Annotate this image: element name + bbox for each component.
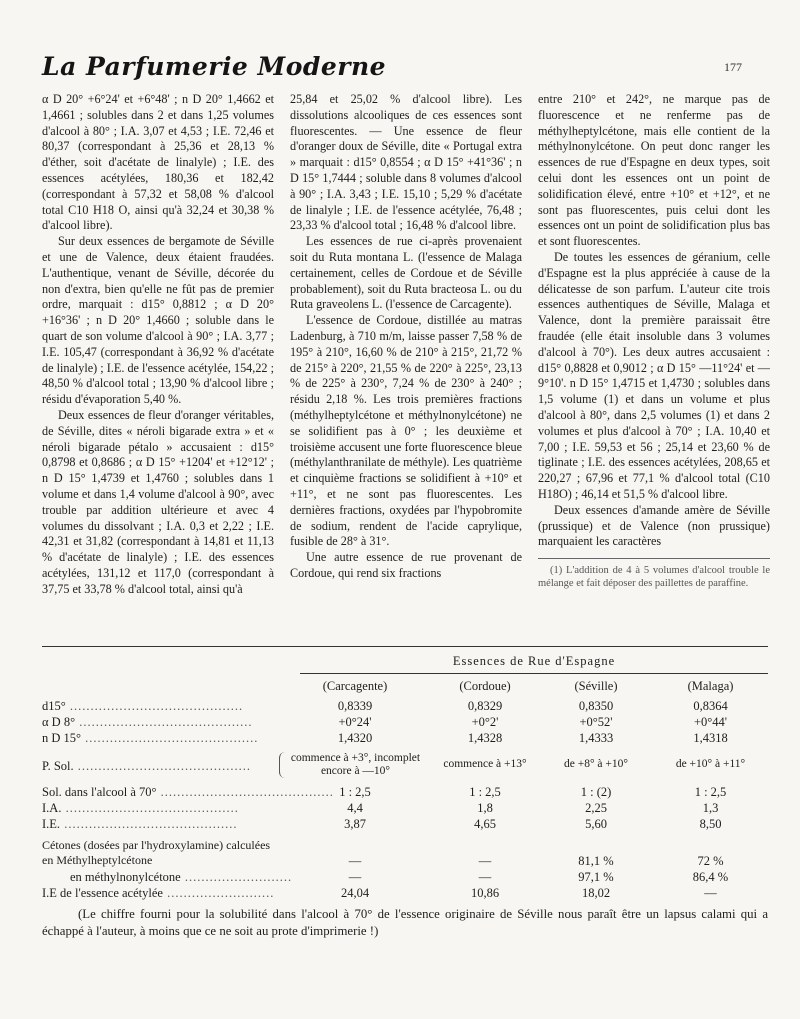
table-cell: 86,4 % (692, 870, 729, 884)
paragraph: Une autre essence de rue provenant de Cordoue, qui rend six fractions (290, 550, 522, 580)
table-row (42, 698, 768, 714)
paragraph: α D 20° +6°24' et +6°48' ; n D 20° 1,4662 et 1,4661 ; solubles dans 2 et dans 1,25 volumes d'alcool à 80° ; I.A. 3,07 et 4,53 ; I.E. 72,46 et 80,37 (correspondant à 25,36 et 28,13 % d'éther, soit d'acétate de linalyle) ; I.E. des essences acétylées, 180,36 et 182,42 (correspondant à 57,32 et 58,08 % d'alcool total C10 H18 O, ainsi qu'à 32,24 et 30,38 % d'alcool libre). (42, 92, 274, 233)
row-label: I.A. .......................................... (42, 801, 239, 815)
table-row (42, 730, 768, 746)
row-label: α D 8° .......................................... (42, 715, 253, 729)
table-cell: de +8° à +10° (563, 758, 628, 770)
page-header (42, 52, 742, 90)
table-cell: 1 : 2,5 (469, 785, 501, 799)
table-row (42, 800, 768, 816)
table-cell: +0°2' (471, 715, 499, 729)
paragraph: Les essences de rue ci-après provenaient soit du Ruta montana L. (l'essence de Malaga certainement, celles de Cordoue et de Séville probablement), soit du Ruta bracteosa L. ou du Ruta graveolens L. (l'essence de Carcagente). (290, 234, 522, 312)
table-cell: — (478, 854, 492, 868)
table-cell: — (478, 870, 492, 884)
table-cell: 1 : 2,5 (694, 785, 727, 799)
table-cell: 10,86 (470, 886, 500, 900)
column-header: (Cordoue) (459, 679, 511, 693)
row-label: en méthylnonylcétone .......................... (70, 870, 293, 884)
data-table (42, 678, 768, 901)
table-row (42, 784, 768, 800)
table-row (42, 816, 768, 832)
table-cell: commence à +3°, incomplet encore à —10° (279, 752, 431, 778)
table-cell: 1,3 (702, 801, 719, 815)
table-header-row (42, 678, 768, 694)
table-title: Essences de Rue d'Espagne (452, 654, 616, 668)
paragraph: L'essence de Cordoue, distillée au matras Ladenburg, à 710 m/m, laisse passer 7,58 % de 195° à 210°, 16,60 % de 210° à 215°, 21,72 % de 215° à 220°, 21,55 % de 220° à 225°, 23,13 % de 225° à 230°, 7,24 % de 230° à 240° ; résidu 2,18 %. Les trois premières fractions (méthylheptylcétone et méthylnonylcétone) ne se solidifient pas à 0° ; les deuxième et troisième accusent une forte fluorescence bleue (méthylanthranilate de méthyle). Les quatrième et cinquième fractions se solidifient à +10° et +11°, et ne sont pas fluorescentes. Les dernières fractions, oxydées par l'hypobromite de sodium, rendent de l'acide caprylique, fusible de 28° à 31°. (290, 313, 522, 549)
table-cell: 0,8329 (467, 699, 503, 713)
column-1 (42, 92, 274, 644)
column-2 (290, 92, 522, 644)
table-cell: 0,8339 (337, 699, 373, 713)
table-row (42, 752, 768, 778)
table-row (42, 885, 768, 901)
table-cell: commence à +13° (443, 758, 527, 770)
page-number: 177 (724, 60, 742, 74)
table-cell: 1,4328 (467, 731, 503, 745)
table-cell: — (348, 870, 362, 884)
table-cell: 0,8364 (693, 699, 728, 713)
table-cell: 0,8350 (578, 699, 614, 713)
paragraph: De toutes les essences de géranium, celle d'Espagne est la plus appréciée à cause de la délicatesse de son parfum. L'auteur cite trois essences authentiques de Séville, Malaga et Valence, dont la première paraissait être fraudée (elle était insoluble dans 3 volumes d'alcool à 70°). Les deux autres accusaient : d15° 0,8828 et 0,9012 ; α D 15° —11°24' et —9°10'. n D 15° 1,4715 et 1,4730 ; solubles dans 1,5 volume (1) et dans un volume et plus d'alcool à 80°, dans 2,5 volumes (1) et dans 2 volumes et plus d'alcool à 70° ; I.A. 10,40 et 7,00 ; I.E. 59,53 et 56 ; 25,14 et 23,60 % de tiglinate ; I.E. des essences acétylées, 208,65 et 220,27 ; 67,96 et 77,1 % d'alcool total (C10 H18O) ; 46,14 et 51,5 % d'alcool libre. (538, 249, 770, 501)
row-label: I.E. .......................................... (42, 817, 238, 831)
closing-note: (Le chiffre fourni pour la solubilité dans l'alcool à 70° de l'essence originaire de Séville nous paraît être un lapsus calami qui a échappé à l'auteur, à moins que ce ne soit au prote d'imprimerie !) (42, 907, 768, 938)
table-cell: 3,87 (344, 817, 366, 831)
row-label: I.E de l'essence acétylée .......................... (42, 886, 275, 900)
divider (300, 673, 768, 674)
table-cell: 1,4318 (693, 731, 728, 745)
table-row (42, 838, 768, 869)
table-cell: de +10° à +11° (675, 758, 746, 770)
row-label: Sol. dans l'alcool à 70° .......................................... (42, 785, 334, 799)
table-cell: 1 : (2) (580, 785, 612, 799)
column-header: (Carcagente) (322, 679, 388, 693)
table-cell: 8,50 (699, 817, 722, 831)
table-cell: 18,02 (581, 886, 611, 900)
column-header: (Malaga) (687, 679, 734, 693)
table-cell: 1,8 (477, 801, 493, 815)
table-row (42, 714, 768, 730)
row-label: Cétones (dosées par l'hydroxylamine) calculées en Méthylheptylcétone (42, 838, 271, 867)
paragraph: 25,84 et 25,02 % d'alcool libre). Les dissolutions alcooliques de ces essences sont fluorescentes. — Une essence de fleur d'oranger doux de Séville, dite « Portugal extra » marquait : d15° 0,8554 ; α D 15° +41°36' ; n D 15° 1,7444 ; soluble dans 8 volumes d'alcool à 90° ; I.A. 3,43 ; I.E. 15,10 ; 5,29 % d'acétate de linalyle ; I.E. de l'essence acétylée, 76,48 ; 23,33 % d'alcool total ; 16,48 % d'alcool libre. (290, 92, 522, 233)
table-row (42, 869, 768, 885)
paragraph: entre 210° et 242°, ne marque pas de fluorescence et ne renferme pas de méthylheptylcétone, mais elle contient de la méthylnonylcétone. On peut donc ranger les essences de rue d'Espagne en deux types, soit celui dont les essences ont un point de solidification élevé, entre +10° et +12°, et ne sont pas fluorescentes, puis celui dont les essences ont un point de solidification plus bas et sont fluorescentes. (538, 92, 770, 249)
table-cell: — (348, 854, 362, 868)
row-label: n D 15° .......................................... (42, 731, 259, 745)
paragraph: Sur deux essences de bergamote de Séville et une de Valence, deux étaient fraudées. L'authentique, venant de Séville, décorée du non d'extra, bien qu'elle ne fût pas de premier ordre, marquait : d15° 0,8812 ; α D 20° +16°36' ; n D 20° 1,4660 ; soluble dans le quart de son volume d'alcool à 90° ; I.A. 3,77 ; I.E. 105,47 (correspondant à 36,92 % d'acétate de linalyle) ; I.E. de l'essence acétylée, 154,22 ; 48,50 % d'alcool total ; 13,90 % d'alcool libre ; résidu d'évaporation 5,40 %. (42, 234, 274, 407)
footnote: (1) L'addition de 4 à 5 volumes d'alcool trouble le mélange et fait déposer des paillettes de paraffine. (538, 558, 770, 590)
table-cell: 4,4 (347, 801, 363, 815)
divider (42, 646, 768, 647)
paragraph: Deux essences de fleur d'oranger véritables, de Séville, dites « néroli bigarade extra » et « néroli bigarade pétalo » accusaient : d15° 0,8798 et 0,8686 ; α D 15° +1204' et +12°12' ; n D 15° 1,4739 et 1,4760 ; solubles dans 1 volume et dans 1,4 volume d'alcool à 90°, avec trouble par addition ultérieure et avec 4 volumes du dissolvant ; I.A. 0,3 et 2,22 ; I.E. 42,31 et 31,82 (correspondant à 14,81 et 11,13 % d'acétate de linalyle) ; I.E. des essences acétylées, 131,12 et 117,0 (correspondant à 37,75 et 33,78 % d'alcool total, ainsi qu'à (42, 407, 274, 596)
table-cell: 81,1 % (578, 854, 614, 868)
table-cell: +0°24' (338, 715, 372, 729)
paragraph: Deux essences d'amande amère de Séville (prussique) et de Valence (non prussique) marquaient les caractères (538, 502, 770, 549)
column-header: (Séville) (574, 679, 618, 693)
table-cell: +0°44' (693, 715, 728, 729)
row-label: d15° .......................................... (42, 699, 244, 713)
column-3 (538, 92, 770, 644)
table-cell: 24,04 (340, 886, 370, 900)
text-columns (42, 92, 770, 644)
table-cell: 4,65 (474, 817, 496, 831)
table-cell: 97,1 % (578, 870, 614, 884)
table-cell: +0°52' (579, 715, 613, 729)
row-label: P. Sol. .......................................... (42, 759, 251, 773)
table-cell: 5,60 (585, 817, 607, 831)
table-cell: — (704, 886, 717, 900)
table-cell: 1,4333 (578, 731, 614, 745)
table-cell: 1 : 2,5 (339, 785, 371, 799)
journal-title: La Parfumerie Moderne (42, 52, 387, 81)
table-cell: 72 % (697, 854, 724, 868)
table-cell: 2,25 (585, 801, 607, 815)
table-cell: 1,4320 (337, 731, 373, 745)
